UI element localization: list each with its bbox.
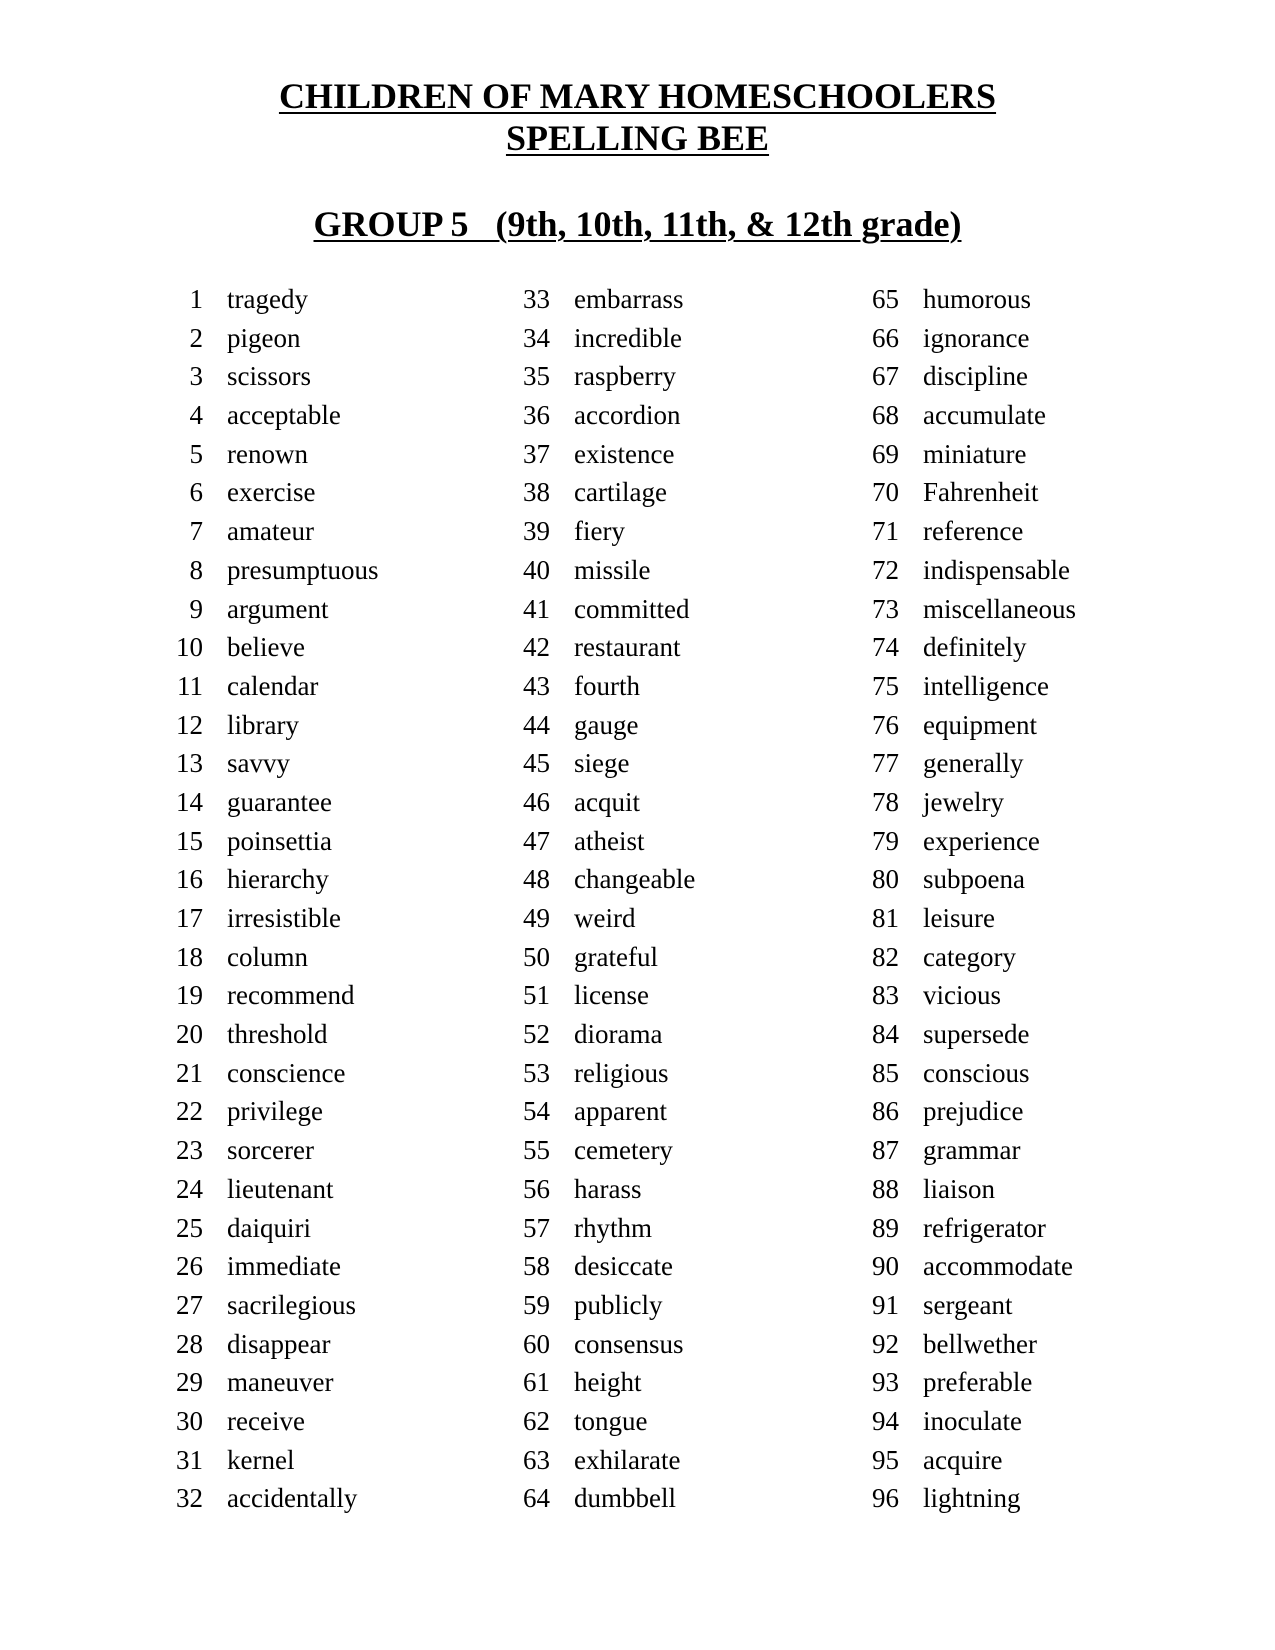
word-list-item (517, 744, 897, 783)
word-text: existence (574, 438, 675, 469)
word-text: irresistible (227, 903, 341, 933)
word-list-item (170, 1325, 550, 1364)
word-text: argument (227, 593, 329, 624)
word-list-item (866, 1479, 1246, 1518)
group-heading (0, 204, 1275, 244)
word-number: 96 (872, 1483, 899, 1514)
word-text: consensus (574, 1328, 684, 1359)
word-text: category (923, 941, 1016, 972)
word-number: 9 (189, 593, 203, 624)
word-list-item (170, 1363, 550, 1402)
word-text: believe (227, 632, 305, 663)
word-number: 89 (872, 1212, 899, 1243)
word-text: missile (574, 554, 651, 585)
word-list-item (866, 667, 1246, 706)
word-list-item (170, 319, 550, 358)
word-number: 88 (872, 1173, 899, 1204)
word-number: 79 (872, 825, 899, 856)
word-text: acceptable (227, 400, 341, 431)
word-list-item (866, 473, 1246, 512)
word-text: exhilarate (574, 1444, 681, 1475)
word-list-item (170, 628, 550, 667)
word-list-item (517, 1170, 897, 1209)
word-list-item (866, 512, 1246, 551)
word-list-item (866, 938, 1246, 977)
word-text: miscellaneous (923, 593, 1076, 624)
word-number: 91 (872, 1289, 899, 1320)
word-text: conscious (923, 1057, 1030, 1088)
word-number: 92 (872, 1328, 899, 1359)
word-number: 56 (523, 1173, 550, 1204)
word-text: hierarchy (227, 864, 329, 895)
word-number: 69 (872, 438, 899, 469)
word-number: 47 (523, 825, 550, 856)
word-list-item (517, 1441, 897, 1480)
word-text: prejudice (923, 1096, 1024, 1127)
word-number: 70 (872, 477, 899, 508)
word-text: grateful (574, 941, 658, 972)
word-text: publicly (574, 1289, 663, 1320)
word-list-item (517, 706, 897, 745)
word-number: 20 (176, 1019, 203, 1050)
word-list-item (170, 1131, 550, 1170)
word-text: restaurant (574, 632, 681, 663)
word-list-item (170, 860, 550, 899)
word-text: vicious (923, 980, 1001, 1011)
word-number: 31 (176, 1444, 203, 1475)
word-number: 75 (872, 670, 899, 701)
word-text: bellwether (923, 1328, 1037, 1359)
word-text: kernel (227, 1444, 295, 1475)
word-list-item (866, 280, 1246, 319)
word-number: 28 (176, 1328, 203, 1359)
word-number: 8 (189, 554, 203, 585)
word-number: 82 (872, 941, 899, 972)
word-text: accordion (574, 400, 681, 431)
word-list-item (866, 628, 1246, 667)
word-number: 44 (523, 709, 550, 740)
word-text: accidentally (227, 1483, 358, 1514)
word-text: religious (574, 1057, 669, 1088)
word-list-item (866, 1209, 1246, 1248)
word-list-item (517, 783, 897, 822)
word-number: 13 (176, 748, 203, 779)
word-number: 84 (872, 1019, 899, 1050)
word-text: presumptuous (227, 554, 379, 585)
word-number: 66 (872, 322, 899, 353)
word-list-item (170, 822, 550, 861)
word-column-1 (170, 280, 550, 1518)
word-list-item (170, 590, 550, 629)
word-number: 32 (176, 1483, 203, 1514)
word-text: lightning (923, 1483, 1021, 1514)
word-text: subpoena (923, 864, 1025, 895)
word-text: intelligence (923, 670, 1049, 701)
word-list-item (866, 860, 1246, 899)
word-text: exercise (227, 477, 316, 508)
word-text: lieutenant (227, 1173, 334, 1204)
word-text: acquit (574, 786, 640, 817)
word-number: 51 (523, 980, 550, 1011)
word-text: height (574, 1367, 642, 1398)
word-list-item (170, 473, 550, 512)
word-list-item (170, 396, 550, 435)
word-text: indispensable (923, 554, 1070, 585)
word-list-item (170, 435, 550, 474)
word-list-item (517, 628, 897, 667)
word-text: daiquiri (227, 1212, 311, 1243)
word-number: 25 (176, 1212, 203, 1243)
word-number: 71 (872, 516, 899, 547)
word-text: maneuver (227, 1367, 334, 1398)
word-text: fourth (574, 670, 640, 701)
word-number: 77 (872, 748, 899, 779)
word-number: 64 (523, 1483, 550, 1514)
word-text: weird (574, 903, 636, 933)
word-number: 54 (523, 1096, 550, 1127)
word-number: 68 (872, 400, 899, 431)
word-text: grammar (923, 1135, 1021, 1166)
word-list-item (866, 396, 1246, 435)
word-number: 15 (176, 825, 203, 856)
word-list-item (866, 1247, 1246, 1286)
word-text: tragedy (227, 284, 308, 314)
word-number: 22 (176, 1096, 203, 1127)
word-number: 65 (872, 284, 899, 314)
word-text: incredible (574, 322, 682, 353)
word-list-item (866, 1402, 1246, 1441)
word-list-item (170, 1402, 550, 1441)
word-column-2 (517, 280, 897, 1518)
word-text: diorama (574, 1019, 663, 1050)
word-number: 95 (872, 1444, 899, 1475)
word-number: 34 (523, 322, 550, 353)
document-title-text: CHILDREN OF MARY HOMESCHOOLERS (278, 76, 997, 116)
word-list-item (170, 938, 550, 977)
word-text: calendar (227, 670, 319, 701)
word-number: 53 (523, 1057, 550, 1088)
word-number: 42 (523, 632, 550, 663)
word-list-item (866, 899, 1246, 938)
word-list-item (170, 551, 550, 590)
word-list-item (517, 512, 897, 551)
word-number: 57 (523, 1212, 550, 1243)
document-subtitle-text: SPELLING BEE (505, 118, 770, 158)
word-list-item (866, 1015, 1246, 1054)
word-text: supersede (923, 1019, 1030, 1050)
word-list-item (517, 1402, 897, 1441)
word-text: humorous (923, 284, 1031, 314)
word-list-item (517, 822, 897, 861)
word-text: renown (227, 438, 308, 469)
word-text: guarantee (227, 786, 332, 817)
word-list-item (170, 1441, 550, 1480)
word-number: 26 (176, 1251, 203, 1282)
word-text: leisure (923, 903, 995, 933)
word-list-item (866, 1092, 1246, 1131)
word-number: 36 (523, 400, 550, 431)
word-number: 73 (872, 593, 899, 624)
word-number: 45 (523, 748, 550, 779)
word-list-item (517, 435, 897, 474)
word-text: definitely (923, 632, 1027, 663)
word-list-item (517, 1209, 897, 1248)
word-list-item (866, 1286, 1246, 1325)
word-list-item (170, 783, 550, 822)
word-number: 87 (872, 1135, 899, 1166)
word-column-3 (866, 280, 1246, 1518)
word-text: Fahrenheit (923, 477, 1039, 508)
word-list-item (866, 319, 1246, 358)
word-text: reference (923, 516, 1024, 547)
word-list-item (866, 706, 1246, 745)
word-text: liaison (923, 1173, 995, 1204)
word-text: threshold (227, 1019, 328, 1050)
word-number: 48 (523, 864, 550, 895)
word-text: column (227, 941, 308, 972)
word-number: 14 (176, 786, 203, 817)
word-number: 21 (176, 1057, 203, 1088)
word-text: pigeon (227, 322, 301, 353)
word-list-item (517, 667, 897, 706)
word-list-item (170, 512, 550, 551)
word-text: sergeant (923, 1289, 1013, 1320)
word-number: 90 (872, 1251, 899, 1282)
word-text: accumulate (923, 400, 1046, 431)
word-text: tongue (574, 1405, 648, 1436)
word-text: discipline (923, 361, 1028, 392)
word-text: siege (574, 748, 630, 779)
word-text: rhythm (574, 1212, 652, 1243)
word-text: atheist (574, 825, 645, 856)
word-number: 76 (872, 709, 899, 740)
word-list-item (866, 783, 1246, 822)
word-list-item (866, 1325, 1246, 1364)
word-number: 35 (523, 361, 550, 392)
word-list-item (517, 319, 897, 358)
word-number: 4 (189, 400, 203, 431)
word-list-item (517, 1247, 897, 1286)
word-number: 81 (872, 903, 899, 933)
word-text: gauge (574, 709, 639, 740)
word-list-item (170, 1170, 550, 1209)
word-number: 72 (872, 554, 899, 585)
word-list-item (517, 590, 897, 629)
word-list-item (170, 1247, 550, 1286)
word-text: amateur (227, 516, 314, 547)
word-text: sacrilegious (227, 1289, 356, 1320)
word-list-item (170, 1054, 550, 1093)
word-list-item (517, 1363, 897, 1402)
word-number: 40 (523, 554, 550, 585)
word-text: conscience (227, 1057, 346, 1088)
word-text: desiccate (574, 1251, 673, 1282)
word-number: 83 (872, 980, 899, 1011)
word-text: committed (574, 593, 690, 624)
word-number: 60 (523, 1328, 550, 1359)
word-list-item (517, 1325, 897, 1364)
word-text: recommend (227, 980, 355, 1011)
word-text: cartilage (574, 477, 667, 508)
word-number: 43 (523, 670, 550, 701)
word-number: 3 (189, 361, 203, 392)
word-number: 85 (872, 1057, 899, 1088)
word-list-item (866, 822, 1246, 861)
word-list-item (170, 1015, 550, 1054)
word-text: acquire (923, 1444, 1003, 1475)
word-list-item (170, 899, 550, 938)
word-list-item (170, 280, 550, 319)
word-number: 24 (176, 1173, 203, 1204)
word-number: 12 (176, 709, 203, 740)
word-number: 80 (872, 864, 899, 895)
word-text: poinsettia (227, 825, 332, 856)
word-number: 30 (176, 1405, 203, 1436)
word-list-item (866, 1170, 1246, 1209)
word-list-item (170, 357, 550, 396)
word-text: immediate (227, 1251, 341, 1282)
word-list-item (866, 590, 1246, 629)
word-text: apparent (574, 1096, 667, 1127)
word-text: equipment (923, 709, 1037, 740)
word-text: preferable (923, 1367, 1033, 1398)
word-text: embarrass (574, 284, 684, 314)
word-list-item (866, 1363, 1246, 1402)
word-number: 27 (176, 1289, 203, 1320)
word-text: changeable (574, 864, 696, 895)
word-list-item (517, 976, 897, 1015)
word-number: 94 (872, 1405, 899, 1436)
word-text: cemetery (574, 1135, 673, 1166)
word-list-item (170, 1209, 550, 1248)
word-number: 50 (523, 941, 550, 972)
word-number: 37 (523, 438, 550, 469)
word-list-item (517, 1479, 897, 1518)
word-number: 93 (872, 1367, 899, 1398)
word-list-item (517, 280, 897, 319)
word-list-item (170, 1286, 550, 1325)
word-number: 61 (523, 1367, 550, 1398)
word-list-item (517, 899, 897, 938)
word-list-item (170, 1092, 550, 1131)
word-list-item (517, 1131, 897, 1170)
word-list-item (866, 551, 1246, 590)
word-list-item (866, 1441, 1246, 1480)
word-text: sorcerer (227, 1135, 314, 1166)
word-list-item (866, 435, 1246, 474)
word-list-item (517, 860, 897, 899)
word-list-item (517, 1286, 897, 1325)
document-subtitle (0, 118, 1275, 158)
word-number: 41 (523, 593, 550, 624)
word-text: library (227, 709, 299, 740)
word-list-item (866, 357, 1246, 396)
word-text: experience (923, 825, 1040, 856)
word-number: 59 (523, 1289, 550, 1320)
word-list-item (517, 1054, 897, 1093)
word-list-item (866, 1131, 1246, 1170)
word-text: receive (227, 1405, 305, 1436)
word-text: jewelry (923, 786, 1004, 817)
word-number: 78 (872, 786, 899, 817)
word-text: dumbbell (574, 1483, 676, 1514)
word-number: 6 (189, 477, 203, 508)
word-number: 52 (523, 1019, 550, 1050)
word-list-item (517, 396, 897, 435)
word-text: ignorance (923, 322, 1030, 353)
word-number: 39 (523, 516, 550, 547)
word-number: 58 (523, 1251, 550, 1282)
word-number: 23 (176, 1135, 203, 1166)
word-text: privilege (227, 1096, 323, 1127)
word-number: 74 (872, 632, 899, 663)
word-number: 19 (176, 980, 203, 1011)
word-number: 46 (523, 786, 550, 817)
word-list-item (517, 551, 897, 590)
word-list-item (866, 1054, 1246, 1093)
word-text: accommodate (923, 1251, 1073, 1282)
word-text: savvy (227, 748, 290, 779)
word-number: 55 (523, 1135, 550, 1166)
word-text: scissors (227, 361, 312, 392)
word-text: miniature (923, 438, 1027, 469)
word-number: 49 (523, 903, 550, 933)
word-number: 33 (523, 284, 550, 314)
word-list-item (517, 938, 897, 977)
word-number: 5 (189, 438, 203, 469)
word-number: 16 (176, 864, 203, 895)
word-number: 1 (189, 284, 203, 314)
word-number: 17 (176, 903, 203, 933)
word-text: inoculate (923, 1405, 1022, 1436)
word-number: 18 (176, 941, 203, 972)
word-list-item (170, 976, 550, 1015)
word-number: 86 (872, 1096, 899, 1127)
word-text: license (574, 980, 649, 1011)
word-list-item (170, 1479, 550, 1518)
word-list-item (866, 744, 1246, 783)
word-number: 38 (523, 477, 550, 508)
word-text: refrigerator (923, 1212, 1046, 1243)
word-number: 63 (523, 1444, 550, 1475)
word-number: 10 (176, 632, 203, 663)
word-number: 29 (176, 1367, 203, 1398)
word-number: 62 (523, 1405, 550, 1436)
word-text: generally (923, 748, 1024, 779)
word-list-item (170, 667, 550, 706)
word-text: raspberry (574, 361, 676, 392)
word-list-item (517, 1015, 897, 1054)
group-heading-text: GROUP 5 (9th, 10th, 11th, & 12th grade) (313, 204, 962, 244)
word-list-item (170, 706, 550, 745)
word-list-item (517, 1092, 897, 1131)
word-number: 67 (872, 361, 899, 392)
word-text: harass (574, 1173, 642, 1204)
word-list-item (517, 473, 897, 512)
word-list-item (517, 357, 897, 396)
word-text: disappear (227, 1328, 331, 1359)
word-list-item (170, 744, 550, 783)
word-number: 2 (189, 322, 203, 353)
word-number: 11 (177, 670, 203, 701)
word-number: 7 (189, 516, 203, 547)
word-list-item (866, 976, 1246, 1015)
word-text: fiery (574, 516, 625, 547)
document-title (0, 76, 1275, 116)
